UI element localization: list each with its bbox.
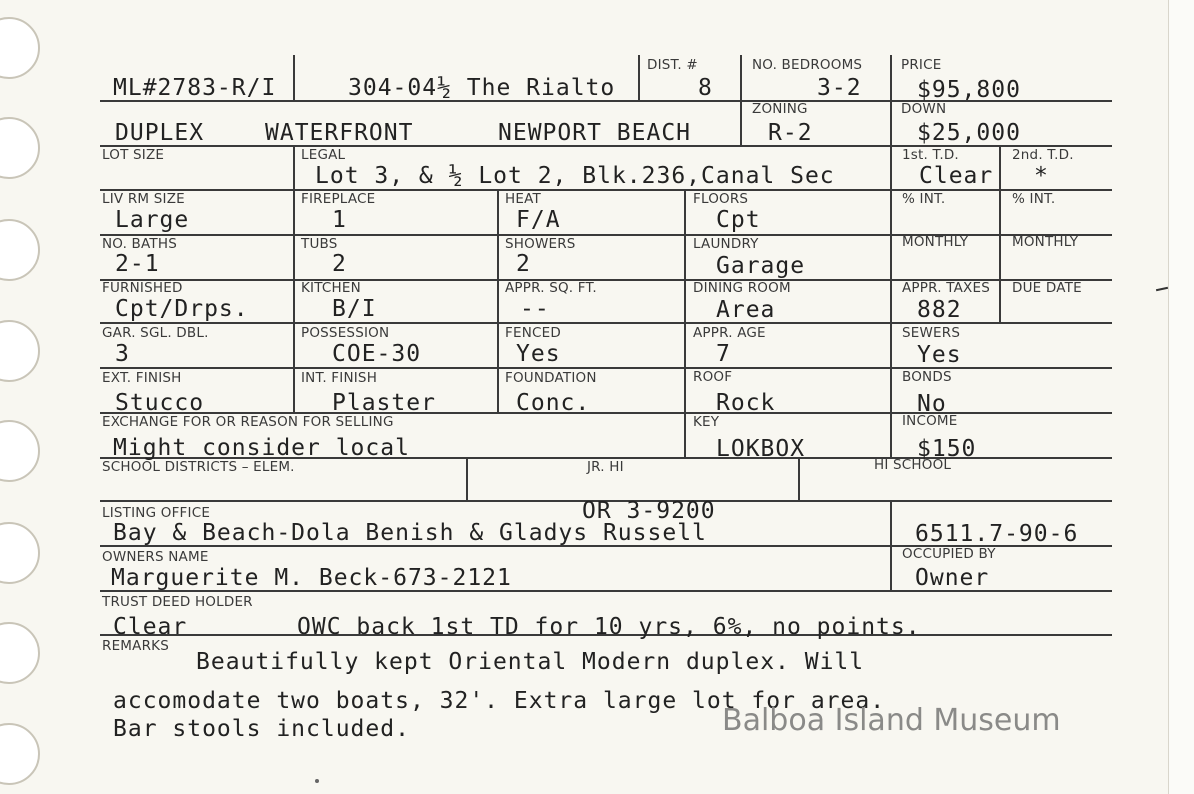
remarks-line-1: Beautifully kept Oriental Modern duplex. Will [196, 649, 865, 675]
property-type: DUPLEX [115, 120, 205, 146]
listing-code: 6511.7-90-6 [915, 521, 1079, 547]
zoning-value: R-2 [768, 120, 813, 146]
rule [798, 457, 800, 500]
int-finish-label: INT. FINISH [301, 370, 378, 386]
fireplace-label: FIREPLACE [301, 191, 376, 207]
livrm-label: LIV RM SIZE [102, 191, 185, 207]
dist-label: DIST. # [647, 57, 698, 73]
income-label: INCOME [902, 413, 958, 429]
trust-deed-note: OWC back 1st TD for 10 yrs, 6%, no points. [297, 614, 921, 640]
floors-label: FLOORS [693, 191, 749, 207]
listing-office-value: Bay & Beach-Dola Benish & Gladys Russell [113, 520, 707, 546]
taxes-label: APPR. TAXES [902, 280, 990, 296]
zoning-label: ZONING [752, 101, 808, 117]
remarks-line-3: Bar stools included. [113, 716, 410, 742]
garage-value: 3 [115, 341, 130, 367]
roof-label: ROOF [693, 369, 733, 385]
tubs-value: 2 [332, 251, 347, 277]
showers-label: SHOWERS [505, 236, 576, 252]
dining-value: Area [716, 297, 776, 323]
rule [684, 189, 686, 457]
laundry-value: Garage [716, 253, 806, 279]
remarks-label: REMARKS [102, 638, 169, 654]
monthly1-label: MONTHLY [902, 234, 969, 250]
ext-finish-label: EXT. FINISH [102, 370, 182, 386]
sewers-label: SEWERS [902, 325, 961, 341]
heat-value: F/A [516, 207, 561, 233]
binder-hole [0, 117, 40, 179]
bonds-value: No [917, 391, 947, 417]
remarks-line-2: accomodate two boats, 32'. Extra large lot for area. [113, 688, 886, 714]
kitchen-value: B/I [332, 296, 377, 322]
foundation-label: FOUNDATION [505, 370, 597, 386]
kitchen-label: KITCHEN [301, 280, 361, 296]
price-value: $95,800 [917, 77, 1021, 103]
binder-hole [0, 622, 40, 684]
taxes-value: 882 [917, 297, 962, 323]
bedrooms-label: NO. BEDROOMS [752, 57, 863, 73]
listing-office-label: LISTING OFFICE [102, 505, 211, 521]
age-label: APPR. AGE [693, 325, 766, 341]
possession-label: POSSESSION [301, 325, 390, 341]
rule [638, 55, 640, 100]
sqft-value: -- [520, 296, 550, 322]
tubs-label: TUBS [301, 236, 338, 252]
key-label: KEY [693, 414, 720, 430]
binder-hole [0, 320, 40, 382]
key-value: LOKBOX [716, 436, 806, 462]
livrm-value: Large [115, 207, 190, 233]
td2-label: 2nd. T.D. [1012, 147, 1074, 163]
roof-value: Rock [716, 390, 776, 416]
page-edge [1168, 0, 1194, 794]
rule [999, 145, 1001, 322]
museum-watermark: Balboa Island Museum [722, 703, 1061, 738]
fenced-label: FENCED [505, 325, 561, 341]
occupied-label: OCCUPIED BY [902, 546, 996, 562]
owners-label: OWNERS NAME [102, 549, 209, 565]
trust-deed-label: TRUST DEED HOLDER [102, 594, 253, 610]
due-date-label: DUE DATE [1012, 280, 1082, 296]
floors-value: Cpt [716, 207, 761, 233]
ext-finish-value: Stucco [115, 390, 205, 416]
laundry-label: LAUNDRY [693, 236, 759, 252]
monthly2-label: MONTHLY [1012, 234, 1079, 250]
down-value: $25,000 [917, 120, 1021, 146]
income-value: $150 [917, 436, 977, 462]
rule [293, 145, 295, 412]
possession-value: COE-30 [332, 341, 422, 367]
sewers-value: Yes [917, 342, 962, 368]
baths-value: 2-1 [115, 251, 160, 277]
baths-label: NO. BATHS [102, 236, 177, 252]
exchange-value: Might consider local [113, 435, 410, 461]
age-value: 7 [716, 341, 731, 367]
rule [890, 500, 892, 590]
td1-value: Clear [919, 163, 994, 189]
int-finish-value: Plaster [332, 390, 436, 416]
waterfront: WATERFRONT [265, 120, 414, 146]
address: 304-04½ The Rialto [348, 75, 616, 101]
garage-label: GAR. SGL. DBL. [102, 325, 209, 341]
fenced-value: Yes [516, 341, 561, 367]
exchange-label: EXCHANGE FOR OR REASON FOR SELLING [102, 414, 394, 430]
ml-number: ML#2783-R/I [113, 75, 277, 101]
dining-label: DINING ROOM [693, 280, 791, 296]
legal-label: LEGAL [301, 147, 346, 163]
td1-label: 1st. T.D. [902, 147, 959, 163]
rule [100, 189, 1112, 191]
foundation-value: Conc. [516, 390, 591, 416]
price-label: PRICE [901, 57, 942, 73]
rule [740, 55, 742, 145]
hi-school-label: HI SCHOOL [874, 457, 952, 473]
furnished-value: Cpt/Drps. [115, 296, 249, 322]
school-label: SCHOOL DISTRICTS – ELEM. [102, 459, 295, 475]
binder-hole [0, 420, 40, 482]
lot-size-label: LOT SIZE [102, 147, 165, 163]
rule [890, 55, 892, 457]
int1-label: % INT. [902, 191, 946, 207]
showers-value: 2 [516, 251, 531, 277]
ink-dot [315, 779, 319, 783]
down-label: DOWN [901, 101, 947, 117]
bedrooms-value: 3-2 [817, 75, 862, 101]
fireplace-value: 1 [332, 207, 347, 233]
binder-hole [0, 17, 40, 79]
jr-hi-label: JR. HI [587, 459, 624, 475]
rule [466, 457, 468, 500]
city: NEWPORT BEACH [498, 120, 692, 146]
int2-label: % INT. [1012, 191, 1056, 207]
binder-hole [0, 219, 40, 281]
rule [293, 55, 295, 100]
binder-hole [0, 522, 40, 584]
rule [497, 189, 499, 412]
sqft-label: APPR. SQ. FT. [505, 280, 597, 296]
phone: OR 3-9200 [582, 498, 716, 524]
binder-hole [0, 723, 40, 785]
td2-value: * [1034, 163, 1049, 189]
owners-value: Marguerite M. Beck-673-2121 [111, 565, 512, 591]
trust-deed-value: Clear [113, 614, 188, 640]
dist-value: 8 [698, 75, 713, 101]
legal-value: Lot 3, & ½ Lot 2, Blk.236,Canal Sec [315, 163, 835, 189]
furnished-label: FURNISHED [102, 280, 183, 296]
bonds-label: BONDS [902, 369, 952, 385]
heat-label: HEAT [505, 191, 541, 207]
occupied-value: Owner [915, 565, 990, 591]
